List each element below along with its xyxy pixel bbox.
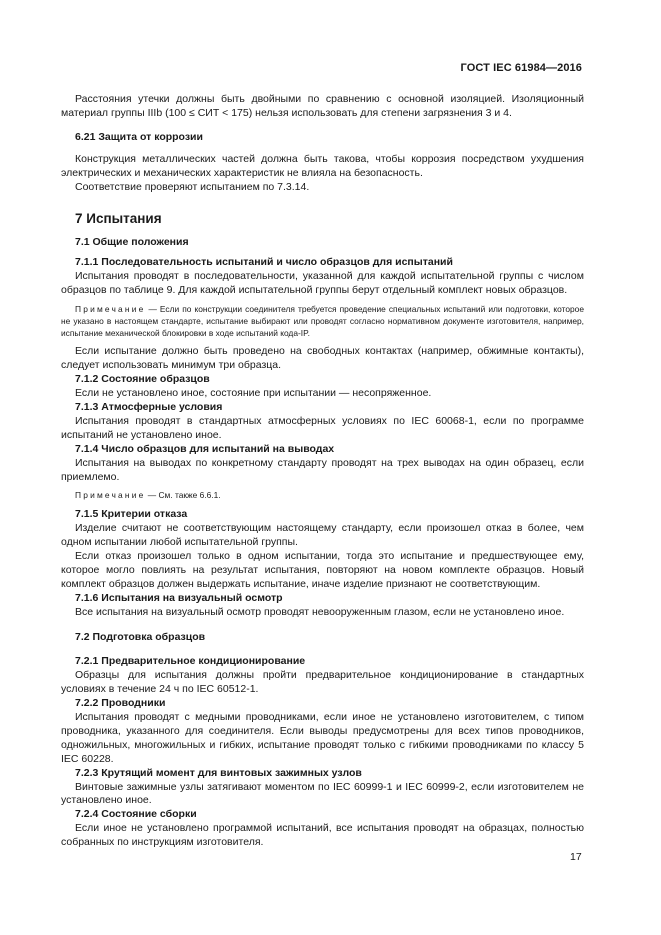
note-text: — См. также 6.6.1. bbox=[145, 490, 221, 501]
paragraph-7-1-3: Испытания проводят в стандартных атмосферных условиях по IEC 60068-1, если по программе испытаний не установлено иное. bbox=[61, 414, 584, 441]
heading-7-2-2: 7.2.2 Проводники bbox=[75, 697, 166, 710]
heading-6-21: 6.21 Защита от коррозии bbox=[75, 130, 203, 143]
note-label: Примечание bbox=[75, 303, 146, 314]
paragraph-7-2-3: Винтовые зажимные узлы затягивают моментом по IEC 60999-1 и IEC 60999-2, если изготовителем не установлено иное. bbox=[61, 780, 584, 807]
heading-7-2-3: 7.2.3 Крутящий момент для винтовых зажимных узлов bbox=[75, 766, 362, 779]
paragraph-7-1-4: Испытания на выводах по конкретному стандарту проводят на трех выводах на один образец, если приемлемо. bbox=[61, 456, 584, 483]
paragraph-7-1-1: Испытания проводят в последовательности, указанной для каждой испытательной группы с числом образцов по таблице 9. Для каждой испытательной группы берут отдельный комплект новых образцов. bbox=[61, 270, 584, 297]
paragraph-7-1-5-a: Изделие считают не соответствующим настоящему стандарту, если произошел отказ в более, чем одном испытании любой испытательной группы. bbox=[61, 522, 584, 549]
note-text: — Если по конструкции соединителя требуется проведение специальных испытаний или подготовки, которое не указано в настоящем стандарте, испытание выбирают или проводят согласно нормативном документе изготовителя, например, испытание механической блокировки в ходе испытаний кода-IP. bbox=[61, 303, 584, 338]
heading-7-1: 7.1 Общие положения bbox=[75, 236, 189, 249]
note-1 bbox=[61, 304, 584, 339]
paragraph-6-21-b: Соответствие проверяют испытанием по 7.3.14. bbox=[75, 180, 310, 193]
heading-7-1-6: 7.1.6 Испытания на визуальный осмотр bbox=[75, 591, 283, 604]
heading-7-1-2: 7.1.2 Состояние образцов bbox=[75, 373, 210, 386]
paragraph-6-21-a: Конструкция металлических частей должна быть такова, чтобы коррозия посредством ухудшения электрических и механических характеристик не влияла на безопасность. bbox=[61, 152, 584, 179]
note-2 bbox=[61, 490, 584, 502]
paragraph-7-1-5-b: Если отказ произошел только в одном испытании, тогда это испытание и предшествующее ему, которое могло повлиять на результат испытания, повторяют на новом комплекте образцов. Новый комплект образцов должен выдержать испытание, иначе изделие признают не соответствующим. bbox=[61, 549, 584, 590]
paragraph-intro: Расстояния утечки должны быть двойными по сравнению с основной изоляцией. Изоляционный материал группы IIIb (100 ≤ СИТ < 175) нельзя использовать для степени загрязнения 3 и 4. bbox=[61, 93, 584, 119]
heading-7-2-4: 7.2.4 Состояние сборки bbox=[75, 808, 197, 821]
paragraph-7-1-1-b: Если испытание должно быть проведено на свободных контактах (например, обжимные контакты), следует использовать минимум три образца. bbox=[61, 345, 584, 372]
paragraph-7-1-2: Если не установлено иное, состояние при испытании — несопряженное. bbox=[75, 387, 432, 400]
standard-designation: ГОСТ IEC 61984—2016 bbox=[460, 62, 582, 74]
heading-7-1-5: 7.1.5 Критерии отказа bbox=[75, 508, 188, 521]
heading-7-1-3: 7.1.3 Атмосферные условия bbox=[75, 400, 223, 413]
paragraph-7-2-4: Если иное не установлено программой испытаний, все испытания проводят на образцах, полностью собранных по инструкциям изготовителя. bbox=[61, 822, 584, 849]
heading-7-2: 7.2 Подготовка образцов bbox=[75, 631, 206, 644]
note-label: Примечание bbox=[75, 490, 146, 501]
paragraph-7-1-6: Все испытания на визуальный осмотр проводят невооруженным глазом, если не установлено иное. bbox=[75, 605, 565, 618]
paragraph-7-2-1: Образцы для испытания должны пройти предварительное кондиционирование в стандартных условиях в течение 24 ч по IEC 60512-1. bbox=[61, 669, 584, 696]
heading-7-1-4: 7.1.4 Число образцов для испытаний на выводах bbox=[75, 442, 335, 455]
page-number: 17 bbox=[570, 851, 582, 863]
heading-7-2-1: 7.2.1 Предварительное кондиционирование bbox=[75, 655, 306, 668]
page-content bbox=[61, 93, 584, 850]
heading-7: 7 Испытания bbox=[75, 211, 162, 227]
paragraph-7-2-2: Испытания проводят с медными проводниками, если иное не установлено изготовителем, с типом проводника, указанного для соединителя. Если выводы предусмотрены для всех типов проводников, одножильных, многожильных и гибких, испытание проводят только с гибкими проводниками по классу 5 IEC 60228. bbox=[61, 711, 584, 765]
heading-7-1-1: 7.1.1 Последовательность испытаний и число образцов для испытаний bbox=[75, 256, 453, 269]
